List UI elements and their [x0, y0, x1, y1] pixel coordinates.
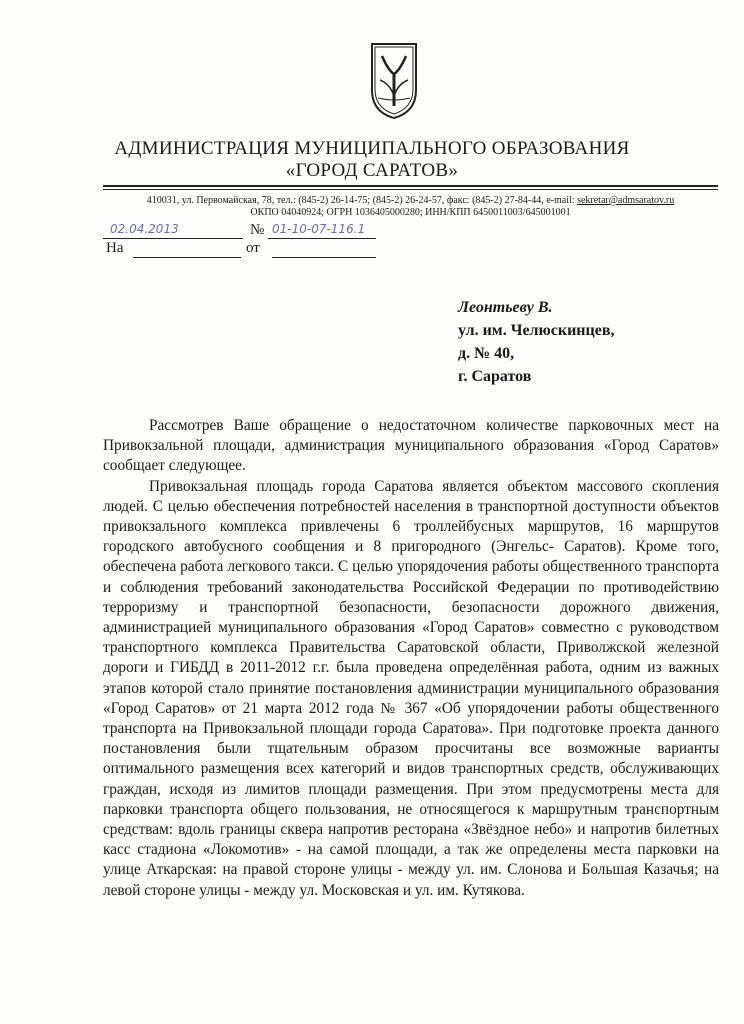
email-link[interactable]: sekretar@admsaratov.ru — [577, 195, 675, 206]
contacts-line1 — [103, 195, 718, 207]
addressee-name: Леонтьеву В. — [458, 299, 553, 316]
org-title-line2: «ГОРОД САРАТОВ» — [285, 160, 459, 181]
letter-body — [103, 416, 719, 901]
addressee-street: ул. им. Челюскинцев, — [458, 322, 615, 339]
registration-date: 02.04.2013 — [110, 222, 179, 236]
addressee-city: г. Саратов — [458, 368, 532, 385]
coat-of-arms-icon — [368, 40, 420, 120]
reply-to-underline — [133, 257, 241, 258]
addressee-house: д. № 40, — [458, 345, 515, 362]
body-paragraph-2: Привокзальная площадь города Саратова является объектом массового скопления людей. С целью обеспечения потребностей населения в транспортной доступности объектов привокзального комплекса привлечены 6 троллейбусных маршрутов, 16 маршрутов городского автобусного сообщения и 8 пригородного (Энгельс- Саратов). Кроме того, обеспечена работа легкового такси. С целью упорядочения работы общественного транспорта и соблюдения требований законодательства Российской Федерации по противодействию терроризму и транспортной безопасности, безопасности дорожного движения, администрацией муниципального образования «Город Саратов» совместно с руководством транспортного комплекса Правительства Саратовской области, Приволжской железной дороги и ГИБДД в 2011-2012 г.г. была проведена определённая работа, одним из важных этапов которой стало принятие постановления администрации муниципального образования «Город Саратов» от 21 марта 2012 года № 367 «Об упорядочении работы общественного транспорта на Привокзальной площади города Саратова». При подготовке проекта данного постановления были тщательным образом просчитаны все возможные варианты оптимального размещения всех категорий и видов транспортных средств, обслуживающих граждан, исходя из лимитов площади размещения. При этом предусмотрены места для парковки транспорта общего пользования, не относящегося к маршрутным транспортным средствам: вдоль границы сквера напротив ресторана «Звёздное небо» и напротив билетных касс стадиона «Локомотив» - на самой площади, а так же определены места парковки на улице Аткарская: на правой стороне улицы - между ул. им. Слонова и Большая Казачья; на левой стороне улицы - между ул. Московская и ул. им. Кутякова. — [103, 477, 719, 899]
addressee-block — [458, 296, 614, 388]
contacts-address-phones: 410031, ул. Первомайская, 78, тел.: (845-2) 26-14-75; (845-2) 26-24-57, факс: (845-2) 27-84-44, e-mail: — [146, 195, 578, 206]
contacts-line2: ОКПО 04040924; ОГРН 1036405000280; ИНН/КПП 6450011003/645001001 — [250, 207, 571, 218]
number-underline — [268, 238, 376, 239]
from-label: от — [246, 240, 260, 256]
org-title-line1: АДМИНИСТРАЦИЯ МУНИЦИПАЛЬНОГО ОБРАЗОВАНИЯ — [114, 138, 630, 159]
number-symbol: № — [250, 222, 265, 238]
registration-number: 01-10-07-116.1 — [272, 222, 366, 236]
body-paragraph-1: Рассмотрев Ваше обращение о недостаточном количестве парковочных мест на Привокзальной площади, администрация муниципального образования «Город Саратов» сообщает следующее. — [103, 417, 719, 475]
header-divider-thick — [103, 185, 718, 187]
date-underline — [103, 238, 243, 239]
reply-to-label: На — [106, 240, 124, 256]
header-divider-thin — [103, 189, 718, 190]
from-underline — [272, 257, 376, 258]
